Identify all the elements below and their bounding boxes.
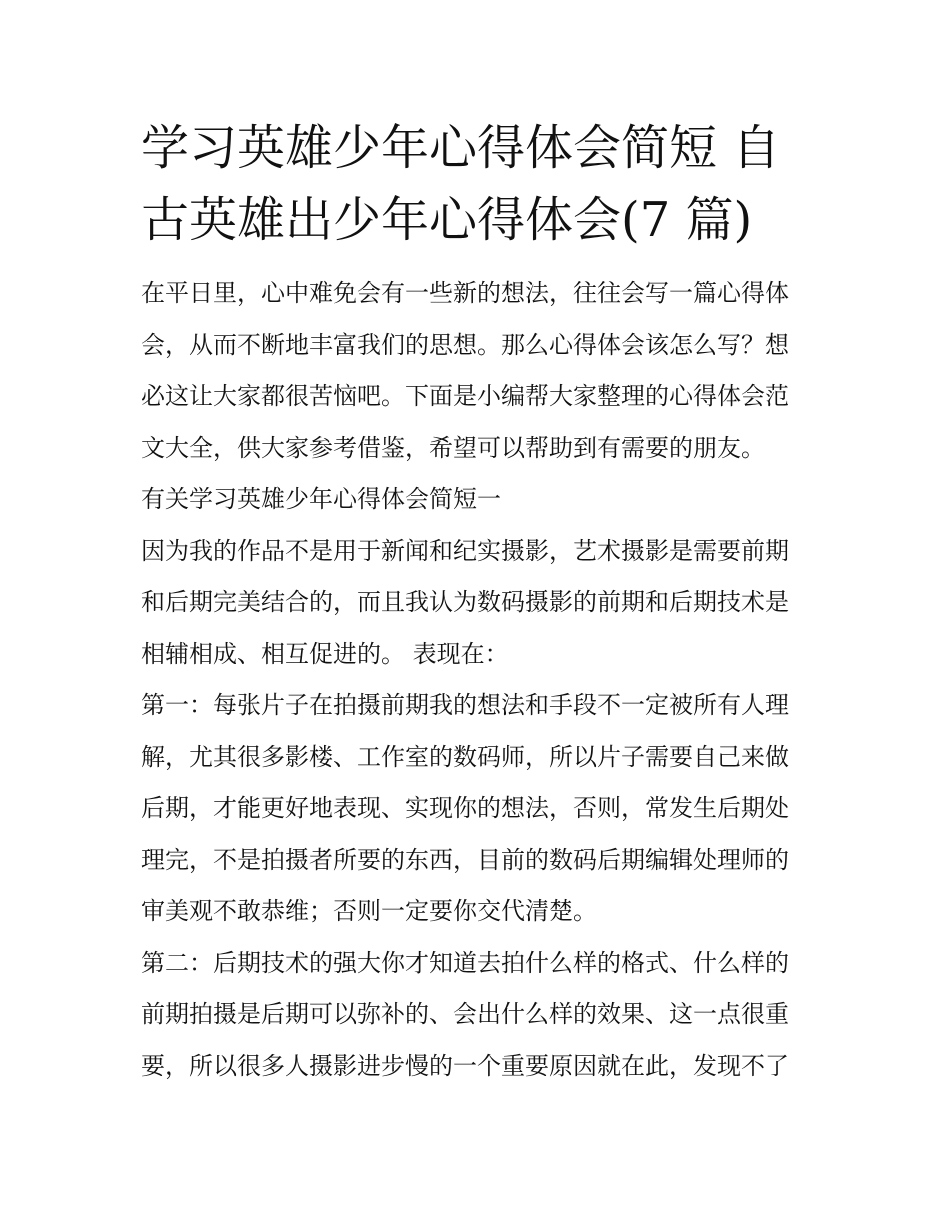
section-heading xyxy=(141,474,813,526)
title-line: 学习英雄少年心得体会简短 自 xyxy=(141,120,781,176)
document-title xyxy=(141,112,813,256)
text-line: 和后期完美结合的，而且我认为数码摄影的前期和后期技术是 xyxy=(141,588,789,616)
body-paragraph xyxy=(141,526,813,681)
text-line: 相辅相成、相互促进的。 表现在： xyxy=(141,639,509,668)
text-line: 因为我的作品不是用于新闻和纪实摄影，艺术摄影是需要前期 xyxy=(141,536,789,565)
document-content xyxy=(141,112,813,1092)
text-line: 在平日里，心中难免会有一些新的想法，往往会写一篇心得体 xyxy=(141,279,789,307)
text-line: 必这让大家都很苦恼吧。下面是小编帮大家整理的心得体会范 xyxy=(141,382,789,410)
text-line: 第一：每张片子在拍摄前期我的想法和手段不一定被所有人理 xyxy=(141,691,789,719)
body-paragraph xyxy=(141,938,813,1093)
text-line: 审美观不敢恭维；否则一定要你交代清楚。 xyxy=(141,897,597,925)
text-line: 有关学习英雄少年心得体会简短一 xyxy=(141,485,501,513)
document-body xyxy=(141,268,813,1092)
text-line: 前期拍摄是后期可以弥补的、会出什么样的效果、这一点很重 xyxy=(141,1000,789,1028)
text-line: 会，从而不断地丰富我们的思想。那么心得体会该怎么写？想 xyxy=(141,330,789,359)
text-line: 解，尤其很多影楼、工作室的数码师，所以片子需要自己来做 xyxy=(141,742,789,771)
text-line: 文大全，供大家参考借鉴，希望可以帮助到有需要的朋友。 xyxy=(141,433,765,462)
text-line: 后期，才能更好地表现、实现你的想法，否则，常发生后期处 xyxy=(141,794,789,822)
text-line: 第二：后期技术的强大你才知道去拍什么样的格式、什么样的 xyxy=(141,948,789,977)
title-line: 古英雄出少年心得体会(7 篇) xyxy=(141,192,753,248)
text-line: 理完，不是拍摄者所要的东西，目前的数码后期编辑处理师的 xyxy=(141,845,789,874)
body-paragraph xyxy=(141,680,813,938)
text-line: 要，所以很多人摄影进步慢的一个重要原因就在此，发现不了 xyxy=(141,1051,789,1080)
intro-paragraph xyxy=(141,268,813,474)
